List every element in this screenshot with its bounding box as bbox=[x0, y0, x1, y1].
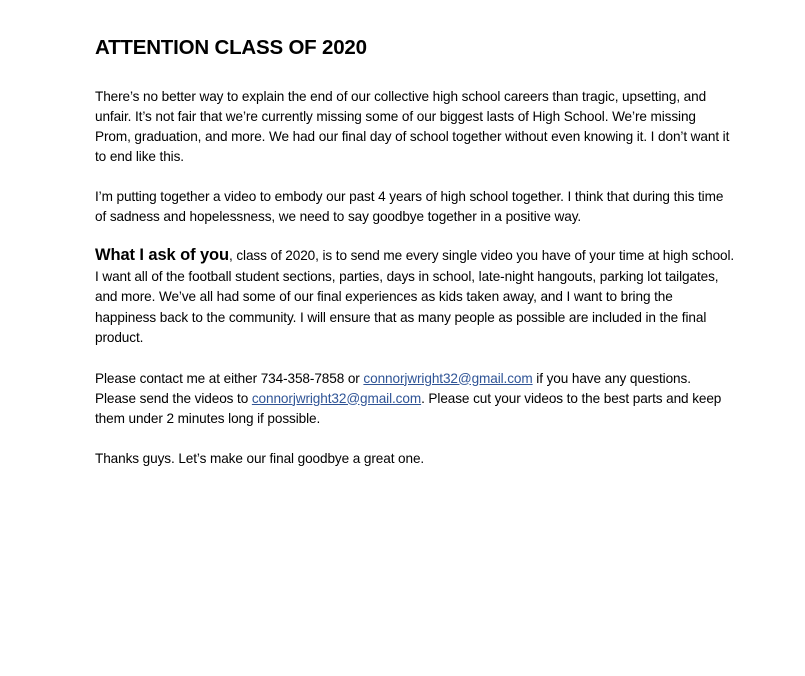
document-title: ATTENTION CLASS OF 2020 bbox=[95, 36, 367, 59]
request-lead-text: What I ask of you bbox=[95, 246, 229, 264]
document-page bbox=[95, 34, 735, 489]
paragraph-contact bbox=[95, 369, 735, 429]
request-body-text: , class of 2020, is to send me every single video you have of your time at high school. I want all of the football student sections, parties, days in school, late-night hangouts, parking lot tailgates, and more. We’ve all had some of our final experiences as kids taken away, and I want to bring the happiness back to the community. I will ensure that as many people as possible are included in the final product. bbox=[95, 248, 735, 345]
contact-text-2: if you have any questions. Please send the videos to bbox=[95, 370, 691, 406]
contact-text-1: Please contact me at either 734-358-7858 or bbox=[95, 370, 364, 386]
paragraph-video-plan: I’m putting together a video to embody our past 4 years of high school together. I think that during this time of sadness and hopelessness, we need to say goodbye together in a positive way. bbox=[95, 189, 724, 224]
email-link-videos[interactable]: connorjwright32@gmail.com bbox=[251, 390, 422, 406]
paragraph-request bbox=[95, 245, 735, 349]
paragraph-intro: There’s no better way to explain the end of our collective high school careers than tragic, upsetting, and unfair. It’s not fair that we’re currently missing some of our biggest lasts of High School. We’re missing Prom, graduation, and more. We had our final day of school together without even knowing it. I don’t want it to end like this. bbox=[95, 89, 730, 164]
paragraph-closing: Thanks guys. Let’s make our final goodbye a great one. bbox=[95, 450, 425, 466]
contact-text-3: . Please cut your videos to the best parts and keep them under 2 minutes long if possible. bbox=[95, 390, 722, 426]
email-link-contact[interactable]: connorjwright32@gmail.com bbox=[363, 370, 533, 386]
